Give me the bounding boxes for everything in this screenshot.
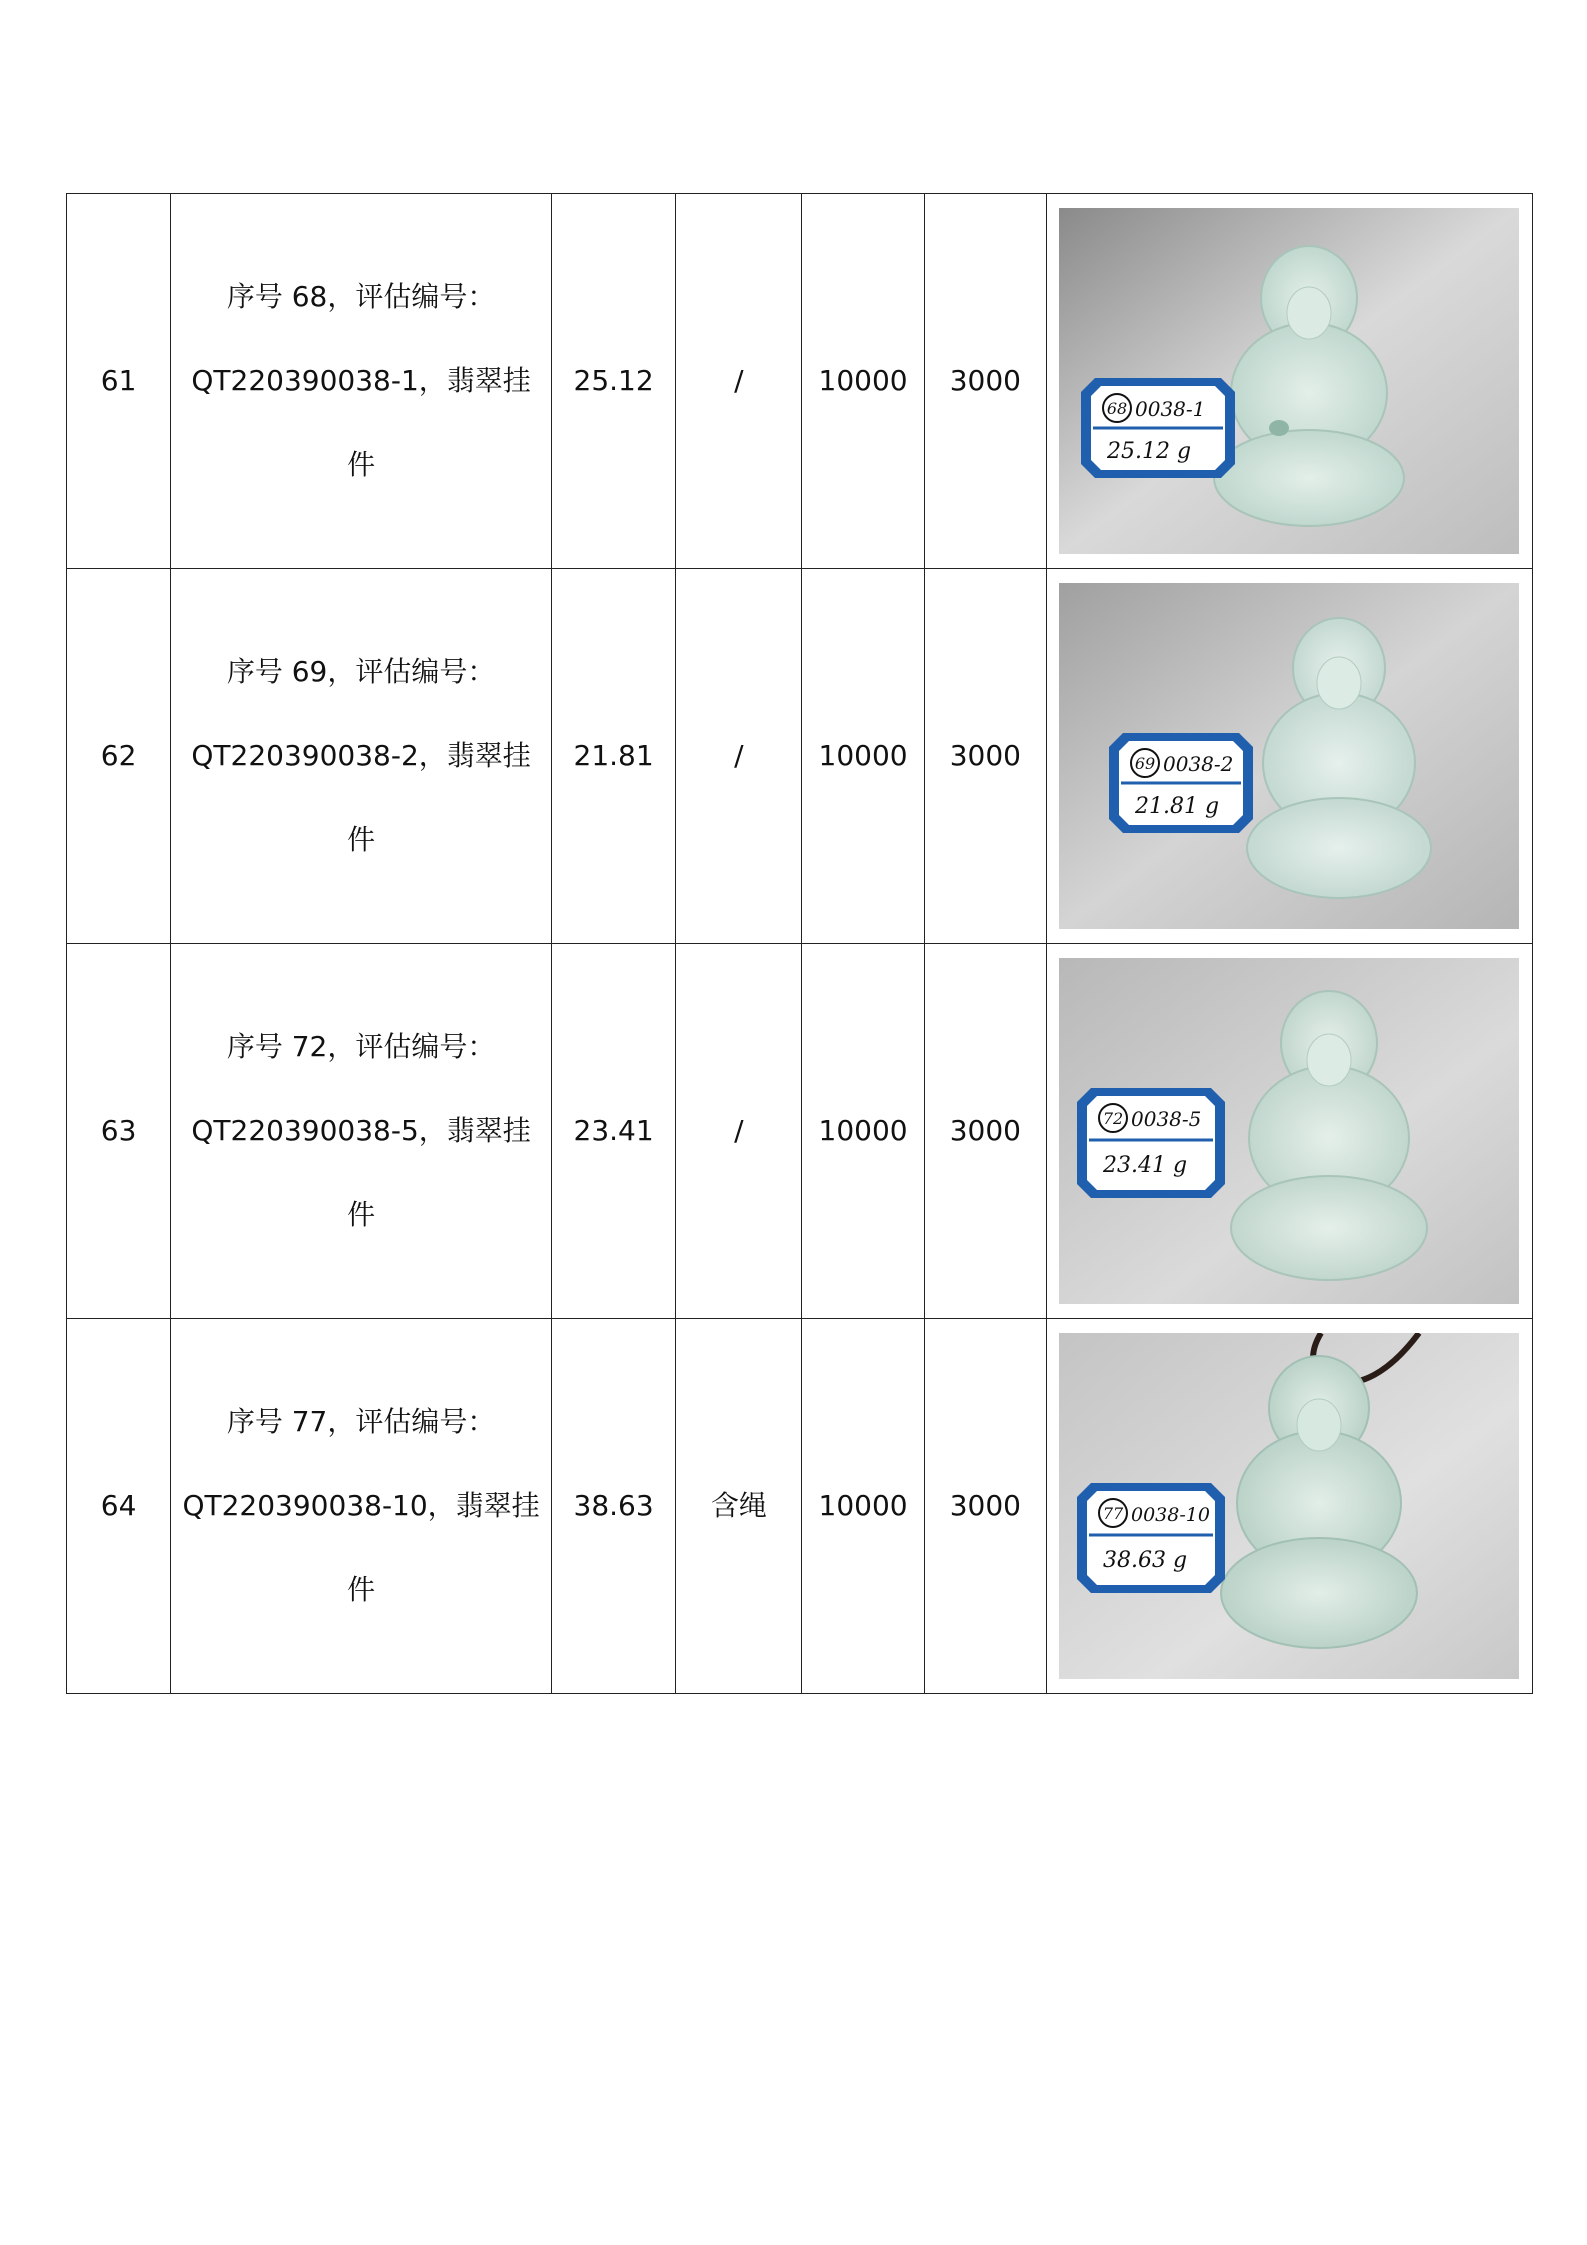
tag-code: 0038-1 [1135,397,1206,421]
tag-circle-number: 68 [1107,399,1128,418]
tag-circle-number: 72 [1103,1109,1124,1128]
description-line: QT220390038-5，翡翠挂 [191,1114,531,1147]
lot-description [171,1319,552,1694]
description-line: QT220390038-2，翡翠挂 [191,739,531,772]
lot-index: 62 [67,569,171,944]
lot-description [171,194,552,569]
lot-table [66,193,1533,1694]
lot-price-a: 10000 [802,569,924,944]
description-line: 件 [347,1573,376,1606]
lot-price-a: 10000 [802,194,924,569]
lot-weight: 21.81 [551,569,675,944]
lot-photo-cell [1046,569,1532,944]
lot-photo-cell [1046,194,1532,569]
tag-weight: 23.41 g [1103,1153,1188,1178]
description-line: 序号 68，评估编号： [226,280,496,313]
tag-label [1081,378,1235,478]
tag-label [1077,1483,1225,1593]
lot-weight: 38.63 [551,1319,675,1694]
lot-index: 61 [67,194,171,569]
description-line: 件 [347,823,376,856]
description-line: 件 [347,448,376,481]
tag-label [1077,1088,1225,1198]
description-line: 序号 69，评估编号： [226,655,496,688]
lot-price-b: 3000 [924,944,1046,1319]
description-line: QT220390038-10，翡翠挂 [182,1489,540,1522]
tag-circle-number: 69 [1135,754,1156,773]
lot-index: 64 [67,1319,171,1694]
lot-price-b: 3000 [924,569,1046,944]
jade-pendant-photo [1059,208,1519,554]
table-row [67,194,1533,569]
lot-note: / [676,569,802,944]
lot-weight: 23.41 [551,944,675,1319]
lot-description [171,569,552,944]
lot-description [171,944,552,1319]
lot-note: / [676,944,802,1319]
tag-code: 0038-2 [1163,752,1234,776]
description-line: QT220390038-1，翡翠挂 [191,364,531,397]
description-line: 序号 77，评估编号： [226,1405,496,1438]
lot-note: 含绳 [676,1319,802,1694]
lot-price-a: 10000 [802,1319,924,1694]
jade-pendant-photo [1059,958,1519,1304]
lot-price-b: 3000 [924,194,1046,569]
table-row [67,944,1533,1319]
table-row [67,1319,1533,1694]
lot-price-a: 10000 [802,944,924,1319]
tag-weight: 25.12 g [1107,439,1192,464]
lot-photo-cell [1046,1319,1532,1694]
tag-circle-number: 77 [1103,1504,1124,1523]
description-line: 件 [347,1198,376,1231]
lot-weight: 25.12 [551,194,675,569]
lot-index: 63 [67,944,171,1319]
tag-label [1109,733,1253,833]
tag-code: 0038-5 [1131,1107,1202,1131]
tag-weight: 21.81 g [1135,794,1220,819]
jade-pendant-photo [1059,1333,1519,1679]
table-row [67,569,1533,944]
lot-note: / [676,194,802,569]
jade-pendant-photo [1059,583,1519,929]
lot-photo-cell [1046,944,1532,1319]
tag-code: 0038-10 [1131,1504,1211,1526]
tag-weight: 38.63 g [1103,1548,1188,1573]
description-line: 序号 72，评估编号： [226,1030,496,1063]
lot-price-b: 3000 [924,1319,1046,1694]
